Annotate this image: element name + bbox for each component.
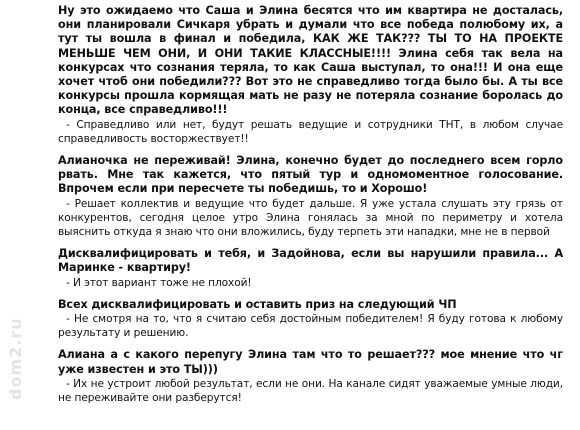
qa-item-4 [58, 298, 563, 341]
question-3: Дисквалифицировать и тебя, и Задойнова, если вы нарушили правила... А Маринке - квартиру! [58, 247, 563, 275]
qa-document [58, 4, 563, 413]
qa-item-3 [58, 247, 563, 290]
question-5: Алиана а с какого перепугу Элина там что то решает??? мое мнение что чг уже известен и это ТЫ))) [58, 348, 563, 376]
question-1: Ну это ожидаемо что Саша и Элина бесятся что им квартира не досталась, они планировали Сичкаря убрать и думали что все победа полюбому их, а тут ты вошла в финал и победила, КАК ЖЕ ТАК??? ТЫ ТО НА ПРОЕКТЕ МЕНЬШЕ ЧЕМ ОНИ, И ОНИ ТАКИЕ КЛАССНЫЕ!!!! Элина себя так вела на конкурсах что сознания теряла, то как Саша выступал, то она!!! И она еще хочет чтоб они победили??? Вот это не справедливо тогда было бы. А ты все конкурсы прошла кормящая мать не разу не потеряла сознание боролась до конца, все справедливо!!! [58, 4, 563, 117]
answer-5: - Их не устроит любой результат, если не они. На канале сидят уважаемые умные люди, не переживайте они разберутся! [58, 377, 563, 405]
qa-item-1 [58, 4, 563, 146]
answer-1: - Справедливо или нет, будут решать ведущие и сотрудники ТНТ, в любом случае справедливость восторжествует!! [58, 118, 563, 145]
answer-2: - Решает коллектив и ведущие что будет дальше. Я уже устала слушать эту грязь от конкурентов, сегодня целое утро Элина гонялась за мной по периметру и хотела выяснить откуда я знаю что они вложились, буду терпеть эти нападки, мне не в первой [58, 197, 563, 239]
question-4: Всех дисквалифицировать и оставить приз на следующий ЧП [58, 297, 457, 311]
qa-item-5 [58, 348, 563, 405]
answer-3: - И этот вариант тоже не плохой! [66, 276, 252, 289]
watermark: dom2.ru [6, 317, 25, 400]
answer-4: - Не смотря на то, что я считаю себя достойным победителем! Я буду готова к любому результату и решению. [58, 313, 563, 340]
question-2: Алианочка не переживай! Элина, конечно будет до последнего всем горло рвать. Мне так кажется, что пятый тур и одномоментное голосование. Впрочем если при пересчете ты победишь, то и Хорошо! [58, 154, 563, 196]
qa-item-2 [58, 154, 563, 239]
